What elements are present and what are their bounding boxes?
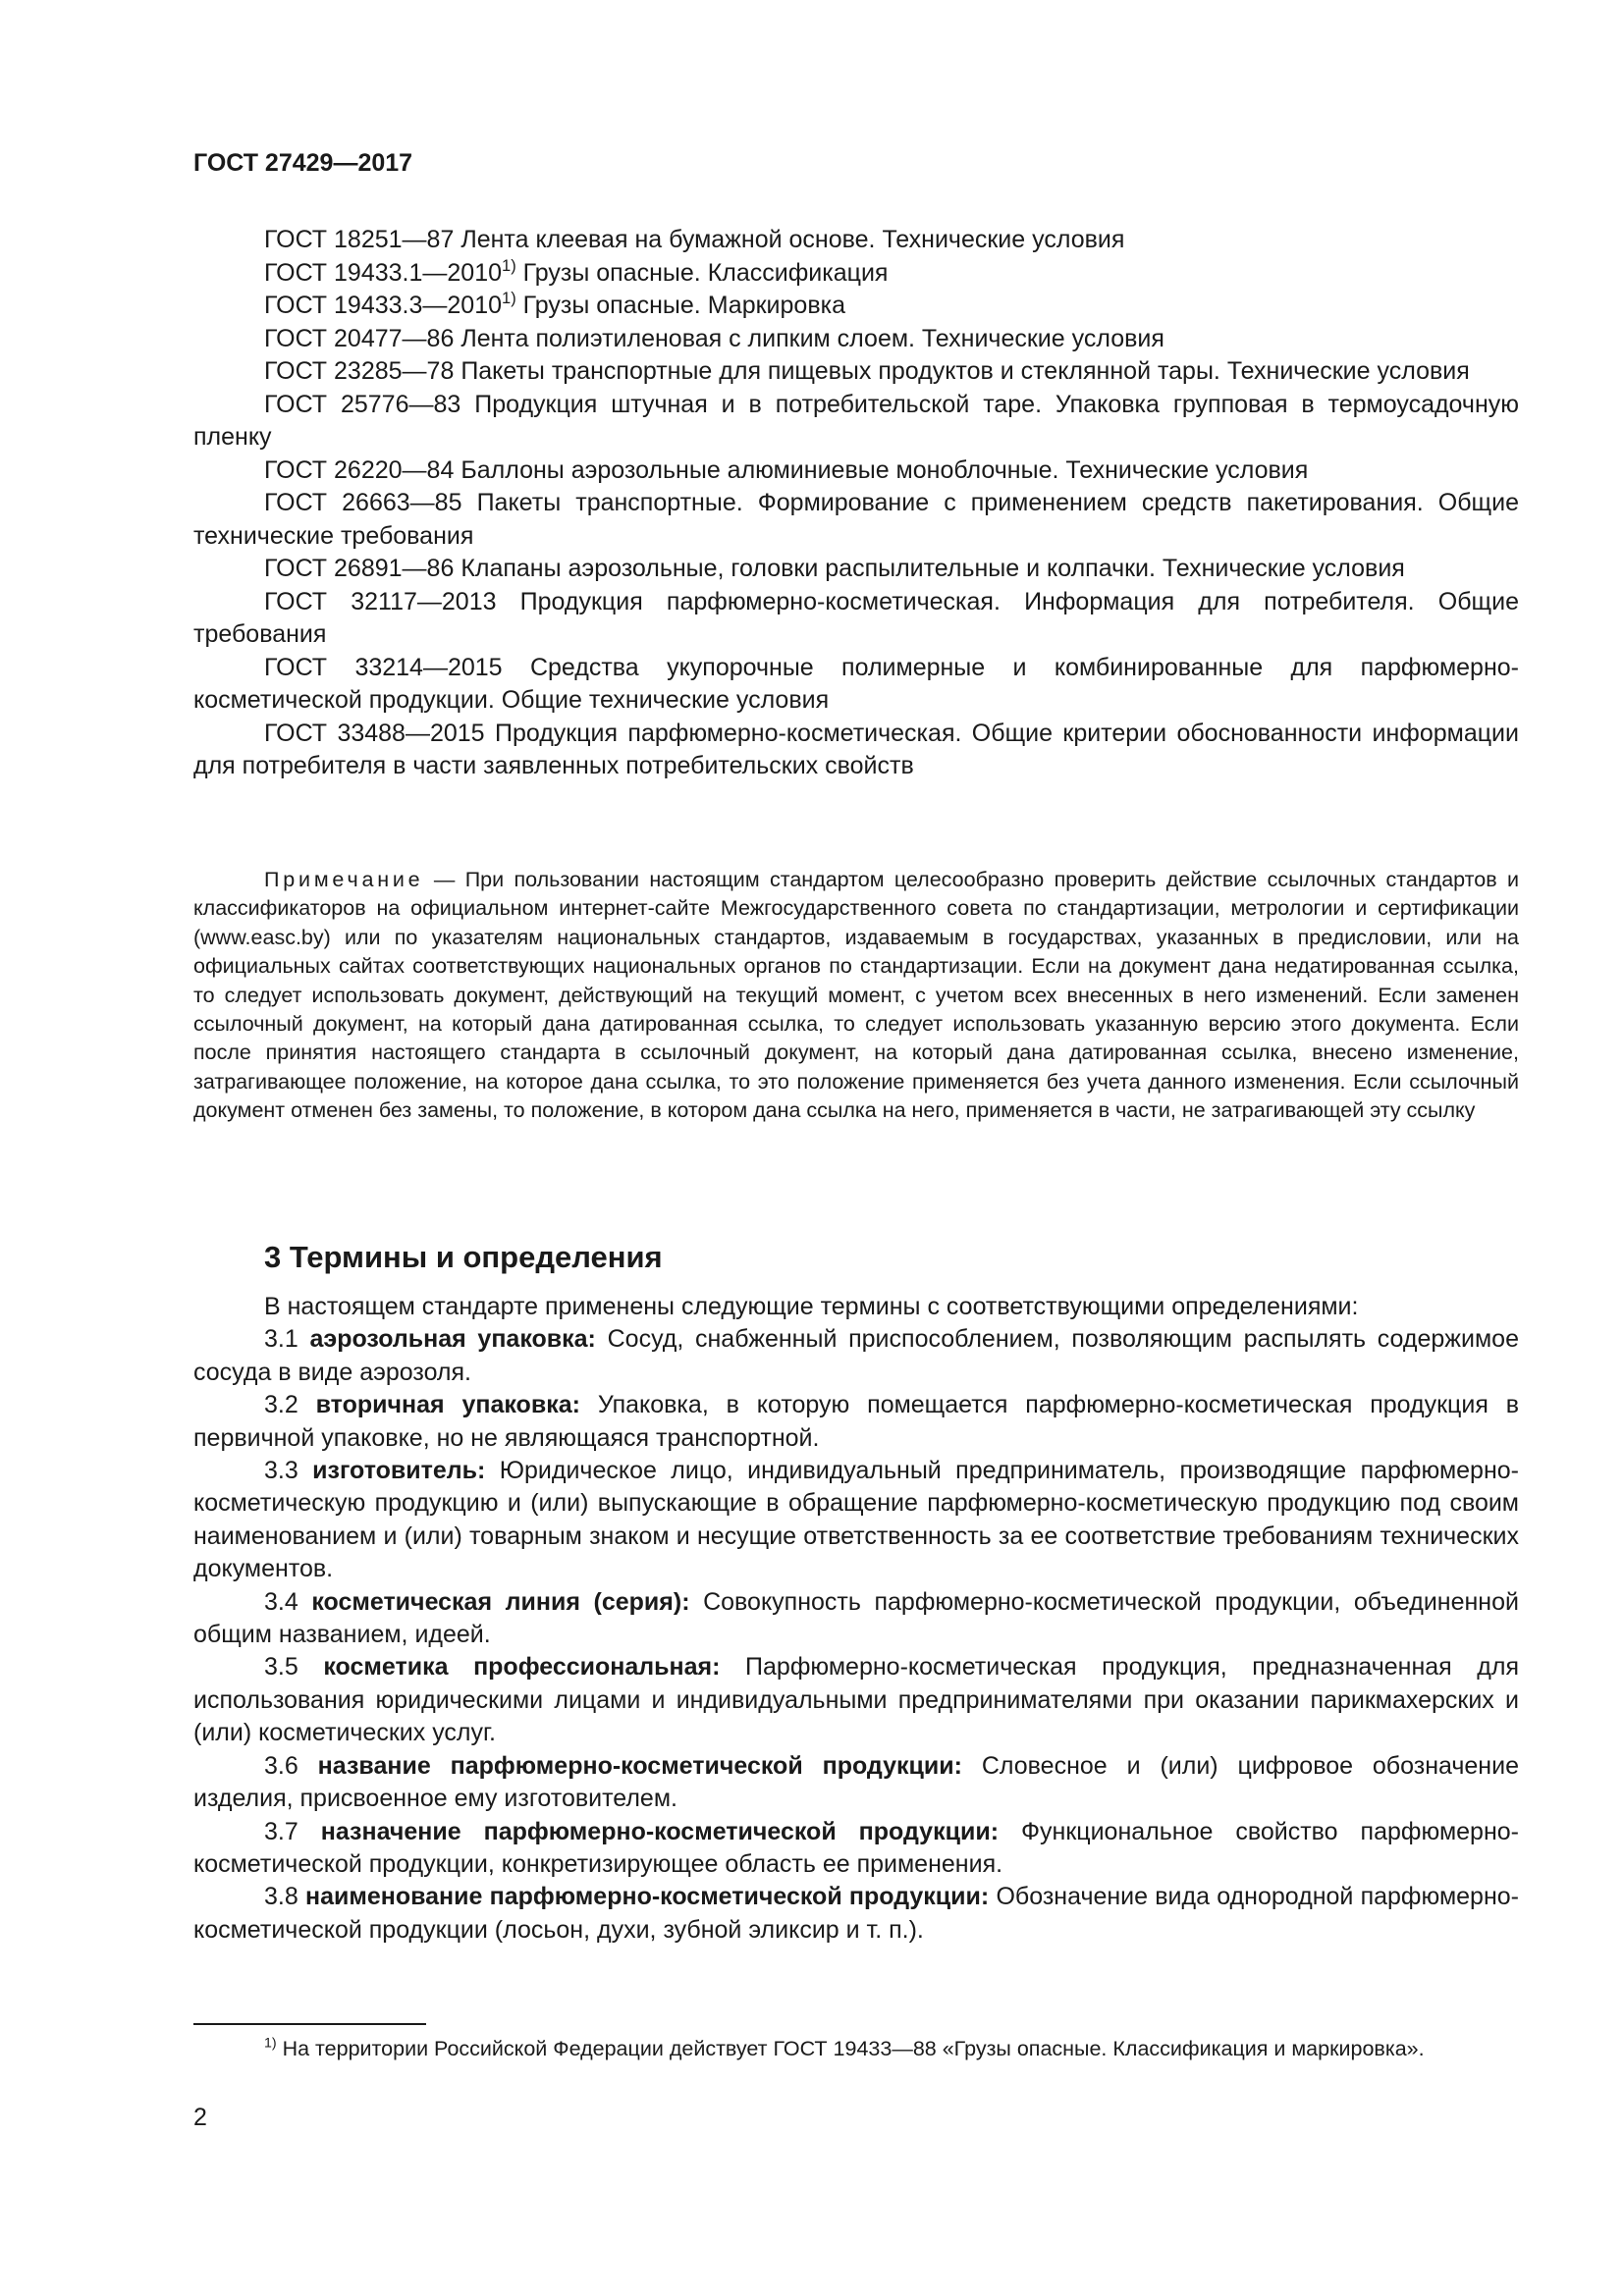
reference-code: ГОСТ 26220—84 [264,455,455,484]
term-number: 3.1 [264,1325,298,1354]
term-definition: Совокупность парфюмерно-косметической продукции, объединенной общим названием, идеей. [193,1587,1519,1649]
reference-title: Лента полиэтиленовая с липким слоем. Технические условия [460,324,1164,352]
document-header-code: ГОСТ 27429—2017 [193,149,413,177]
section-intro: В настоящем стандарте применены следующие термины с соответствующими определениями: [264,1293,1359,1320]
term-number: 3.7 [264,1817,298,1845]
term-item [193,1455,1519,1586]
reference-title: Лента клеевая на бумажной основе. Технические условия [460,226,1125,253]
reference-code: ГОСТ 26891—86 [264,555,455,582]
reference-code: ГОСТ 26663—85 [264,489,462,516]
term-name: косметика профессиональная: [323,1653,721,1682]
reference-item [193,257,1519,291]
note-text: — При пользовании настоящим стандартом целесообразно проверить действие ссылочных стандартов и классификаторов на официальном интернет-сайте Межгосударственного совета по стандартизации, метрологии и сертификации (www.easc.by) или по указателям национальных стандартов, издаваемым в государствах, указанных в предисловии, или на официальных сайтах соответствующих национальных органов по стандартизации. Если на документ дана недатированная ссылка, то следует использовать документ, действующий на текущий момент, с учетом всех внесенных в него изменений. Если заменен ссылочный документ, на который дана датированная ссылка, то следует использовать указанную версию этого документа. Если после принятия настоящего стандарта в ссылочный документ, на который дана датированная ссылка, внесено изменение, затрагивающее положение, на которое дана ссылка, то это положение применяется без учета данного изменения. Если ссылочный документ отменен без замены, то положение, в котором дана ссылка на него, применяется в части, не затрагивающей эту ссылку [193,868,1519,1123]
term-name: назначение парфюмерно-косметической продукции: [320,1817,1000,1845]
term-definition: Словесное и (или) цифровое обозначение изделия, присвоенное ему изготовителем. [193,1751,1519,1813]
term-definition: Парфюмерно-косметическая продукция, предназначенная для использования юридическими лицами и индивидуальными предпринимателями при оказании парикмахерских и (или) косметических услуг. [193,1653,1520,1747]
reference-item [193,487,1519,553]
reference-code: ГОСТ 19433.3—2010 [264,292,503,319]
reference-title: Пакеты транспортные. Формирование с применением средств пакетирования. Общие технические требования [193,489,1519,550]
term-number: 3.3 [264,1457,298,1485]
reference-item [193,389,1519,454]
term-item [193,1750,1519,1816]
reference-title: Продукция парфюмерно-косметическая. Общие критерии обоснованности информации для потребителя в части заявленных потребительских свойств [193,719,1519,779]
page-number: 2 [193,2104,207,2131]
footnote [193,2034,1519,2063]
terms-list [193,1291,1519,1947]
term-item [193,1323,1519,1389]
reference-title: Продукция парфюмерно-косметическая. Информация для потребителя. Общие требования [193,587,1519,648]
term-item [193,1586,1519,1652]
term-name: косметическая линия (серия): [311,1587,690,1616]
reference-code: ГОСТ 25776—83 [264,390,461,418]
note-label: Примечание [264,868,424,891]
reference-item [193,355,1519,389]
term-number: 3.6 [264,1751,298,1780]
term-number: 3.5 [264,1653,298,1682]
reference-code: ГОСТ 33488—2015 [264,719,485,747]
reference-title: Пакеты транспортные для пищевых продуктов и стеклянной тары. Технические условия [460,357,1470,385]
footnote-separator [193,2023,426,2025]
reference-item [193,586,1519,652]
term-definition: Сосуд, снабженный приспособлением, позволяющим распылять содержимое сосуда в виде аэрозоля. [193,1325,1519,1386]
reference-code: ГОСТ 19433.1—2010 [264,258,503,287]
reference-item [193,290,1519,323]
term-name: аэрозольная упаковка: [309,1325,596,1354]
reference-code: ГОСТ 33214—2015 [264,653,503,681]
term-number: 3.2 [264,1391,298,1419]
term-name: название парфюмерно-косметической продукции: [317,1751,962,1780]
term-item [193,1389,1519,1455]
reference-code: ГОСТ 32117—2013 [264,587,497,615]
reference-title: Грузы опасные. Классификация [522,258,889,287]
term-item [193,1816,1519,1882]
term-item [193,1651,1519,1749]
footnote-mark: 1) [264,2035,277,2052]
term-definition: Юридическое лицо, индивидуальный предприниматель, производящие парфюмерно-косметическую продукцию и (или) выпускающие в обращение парфюмерно-косметическую продукцию под своим наименованием и (или) товарным знаком и несущие ответственность за ее соответствие требованиям технических документов. [193,1457,1519,1583]
reference-item [193,224,1519,257]
reference-item [193,323,1519,356]
reference-code: ГОСТ 20477—86 [264,324,455,352]
reference-title: Продукция штучная и в потребительской таре. Упаковка групповая в термоусадочную пленку [193,390,1519,451]
term-number: 3.4 [264,1587,298,1616]
term-definition: Упаковка, в которую помещается парфюмерно-косметическая продукция в первичной упаковке, но не являющаяся транспортной. [193,1391,1520,1452]
reference-item [193,454,1519,488]
term-item [193,1881,1519,1947]
note-paragraph [193,866,1519,1126]
term-definition: Обозначение вида однородной парфюмерно-косметической продукции (лосьон, духи, зубной эликсир и т. п.). [193,1883,1519,1944]
reference-item [193,553,1519,586]
term-definition: Функциональное свойство парфюмерно-косметической продукции, конкретизирующее область ее применения. [193,1817,1519,1878]
term-name: изготовитель: [312,1457,486,1485]
term-number: 3.8 [264,1883,298,1911]
reference-title: Грузы опасные. Маркировка [522,292,845,319]
reference-item [193,652,1519,718]
term-name: вторичная упаковка: [315,1391,580,1419]
reference-item [193,718,1519,783]
normative-references-list [193,224,1519,783]
reference-code: ГОСТ 18251—87 [264,226,455,253]
reference-footnote-mark: 1) [502,256,516,275]
term-name: наименование парфюмерно-косметической продукции: [304,1883,990,1911]
reference-title: Средства укупорочные полимерные и комбинированные для парфюмерно-косметической продукции. Общие технические условия [193,653,1520,714]
reference-title: Клапаны аэрозольные, головки распылительные и колпачки. Технические условия [460,555,1405,582]
reference-code: ГОСТ 23285—78 [264,357,455,385]
section-title: 3 Термины и определения [264,1240,663,1274]
reference-footnote-mark: 1) [502,290,516,308]
footnote-text: На территории Российской Федерации действует ГОСТ 19433—88 «Грузы опасные. Классификация и маркировка». [276,2037,1425,2060]
reference-title: Баллоны аэрозольные алюминиевые моноблочные. Технические условия [460,455,1309,484]
